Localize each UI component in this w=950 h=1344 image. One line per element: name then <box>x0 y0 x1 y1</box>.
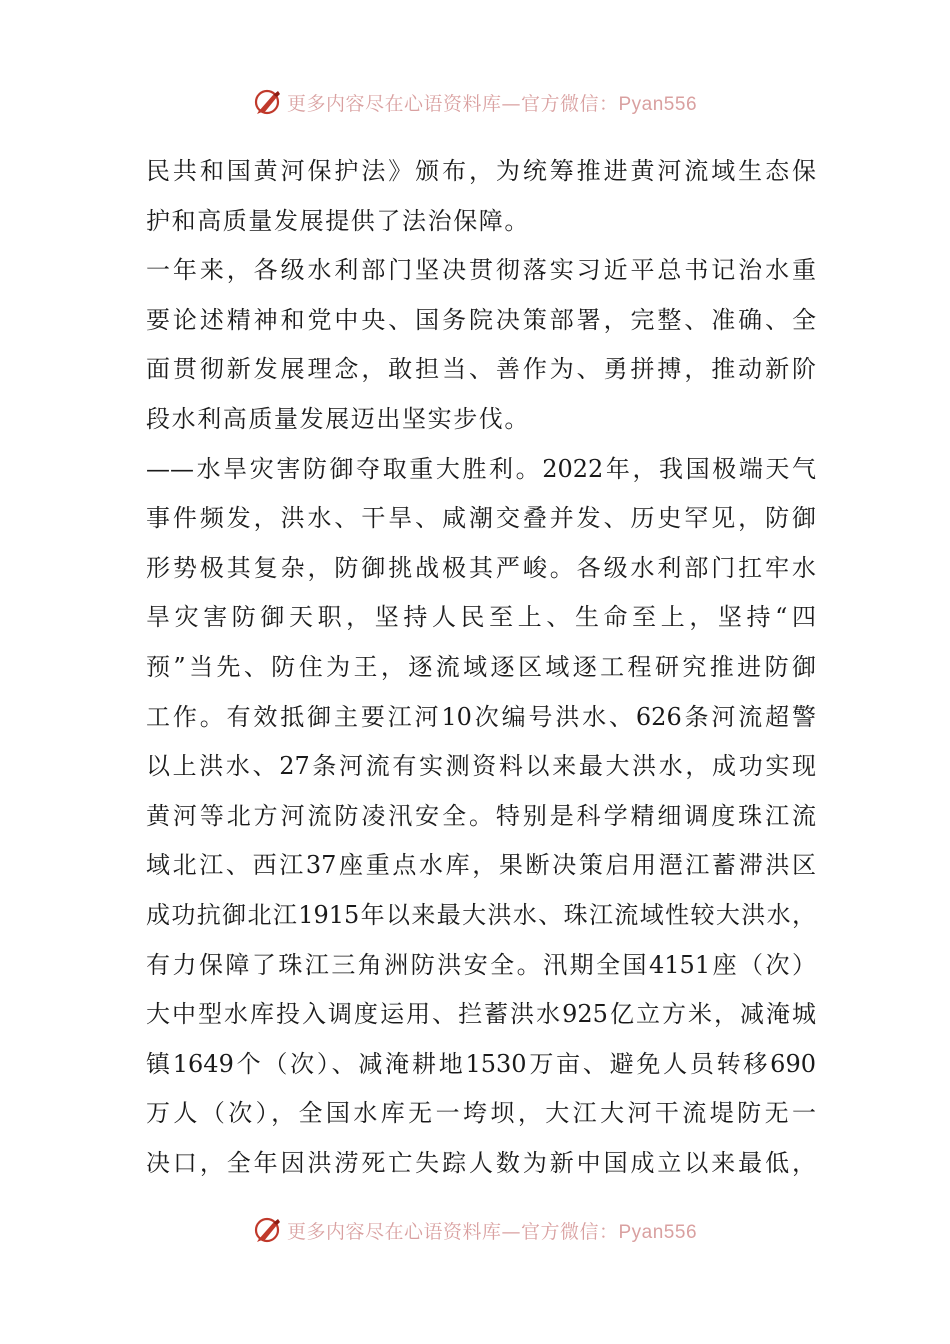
body-line: 万人（次），全国水库无一垮坝，大江大河干流堤防无一 <box>146 1099 816 1128</box>
body-line: 预”当先、防住为王，逐流域逐区域逐工程研究推进防御 <box>146 652 816 681</box>
header-banner-label: 更多内容尽在心语资料库—官方微信： <box>286 92 619 115</box>
body-line: 大中型水库投入调度运用、拦蓄洪水925亿立方米，减淹城 <box>146 1000 816 1029</box>
body-line: ——水旱灾害防御夺取重大胜利。2022年，我国极端天气 <box>146 454 816 483</box>
body-line: 民共和国黄河保护法》颁布，为统筹推进黄河流域生态保 <box>146 157 816 185</box>
body-line: 要论述精神和党中央、国务院决策部署，完整、准确、全 <box>146 305 816 334</box>
header-watermark-banner <box>0 82 950 122</box>
body-line: 护和高质量发展提供了法治保障。 <box>146 206 530 235</box>
body-line: 形势极其复杂，防御挑战极其严峻。各级水利部门扛牢水 <box>146 553 816 582</box>
footer-watermark-banner <box>0 1210 950 1250</box>
footer-banner-label: 更多内容尽在心语资料库—官方微信： <box>286 1220 619 1243</box>
body-line: 镇1649个（次）、减淹耕地1530万亩、避免人员转移690 <box>146 1049 816 1078</box>
body-line: 域北江、西江37座重点水库，果断决策启用潖江蓄滞洪区 <box>146 851 816 880</box>
document-body <box>146 147 816 1188</box>
pen-logo-icon <box>253 1215 283 1245</box>
body-line: 面贯彻新发展理念，敢担当、善作为、勇拼搏，推动新阶 <box>146 355 816 384</box>
pen-logo-icon <box>253 87 283 117</box>
body-line: 有力保障了珠江三角洲防洪安全。汛期全国4151座（次） <box>146 950 816 979</box>
header-banner-text <box>287 89 697 116</box>
body-line: 事件频发，洪水、干旱、咸潮交叠并发、历史罕见，防御 <box>146 504 816 533</box>
footer-banner-wechat-id: Pyan556 <box>618 1221 698 1243</box>
body-line: 段水利高质量发展迈出坚实步伐。 <box>146 404 530 433</box>
body-line: 决口，全年因洪涝死亡失踪人数为新中国成立以来最低， <box>146 1148 816 1177</box>
body-line: 黄河等北方河流防凌汛安全。特别是科学精细调度珠江流 <box>146 801 816 830</box>
footer-banner-text <box>287 1217 697 1244</box>
body-line: 工作。有效抵御主要江河10次编号洪水、626条河流超警 <box>146 702 816 731</box>
body-line: 以上洪水、27条河流有实测资料以来最大洪水，成功实现 <box>146 752 816 781</box>
header-banner-wechat-id: Pyan556 <box>618 93 698 115</box>
body-line: 旱灾害防御天职，坚持人民至上、生命至上，坚持“四 <box>146 603 816 632</box>
body-line: 成功抗御北江1915年以来最大洪水、珠江流域性较大洪水， <box>146 900 816 929</box>
body-line: 一年来，各级水利部门坚决贯彻落实习近平总书记治水重 <box>146 256 816 285</box>
